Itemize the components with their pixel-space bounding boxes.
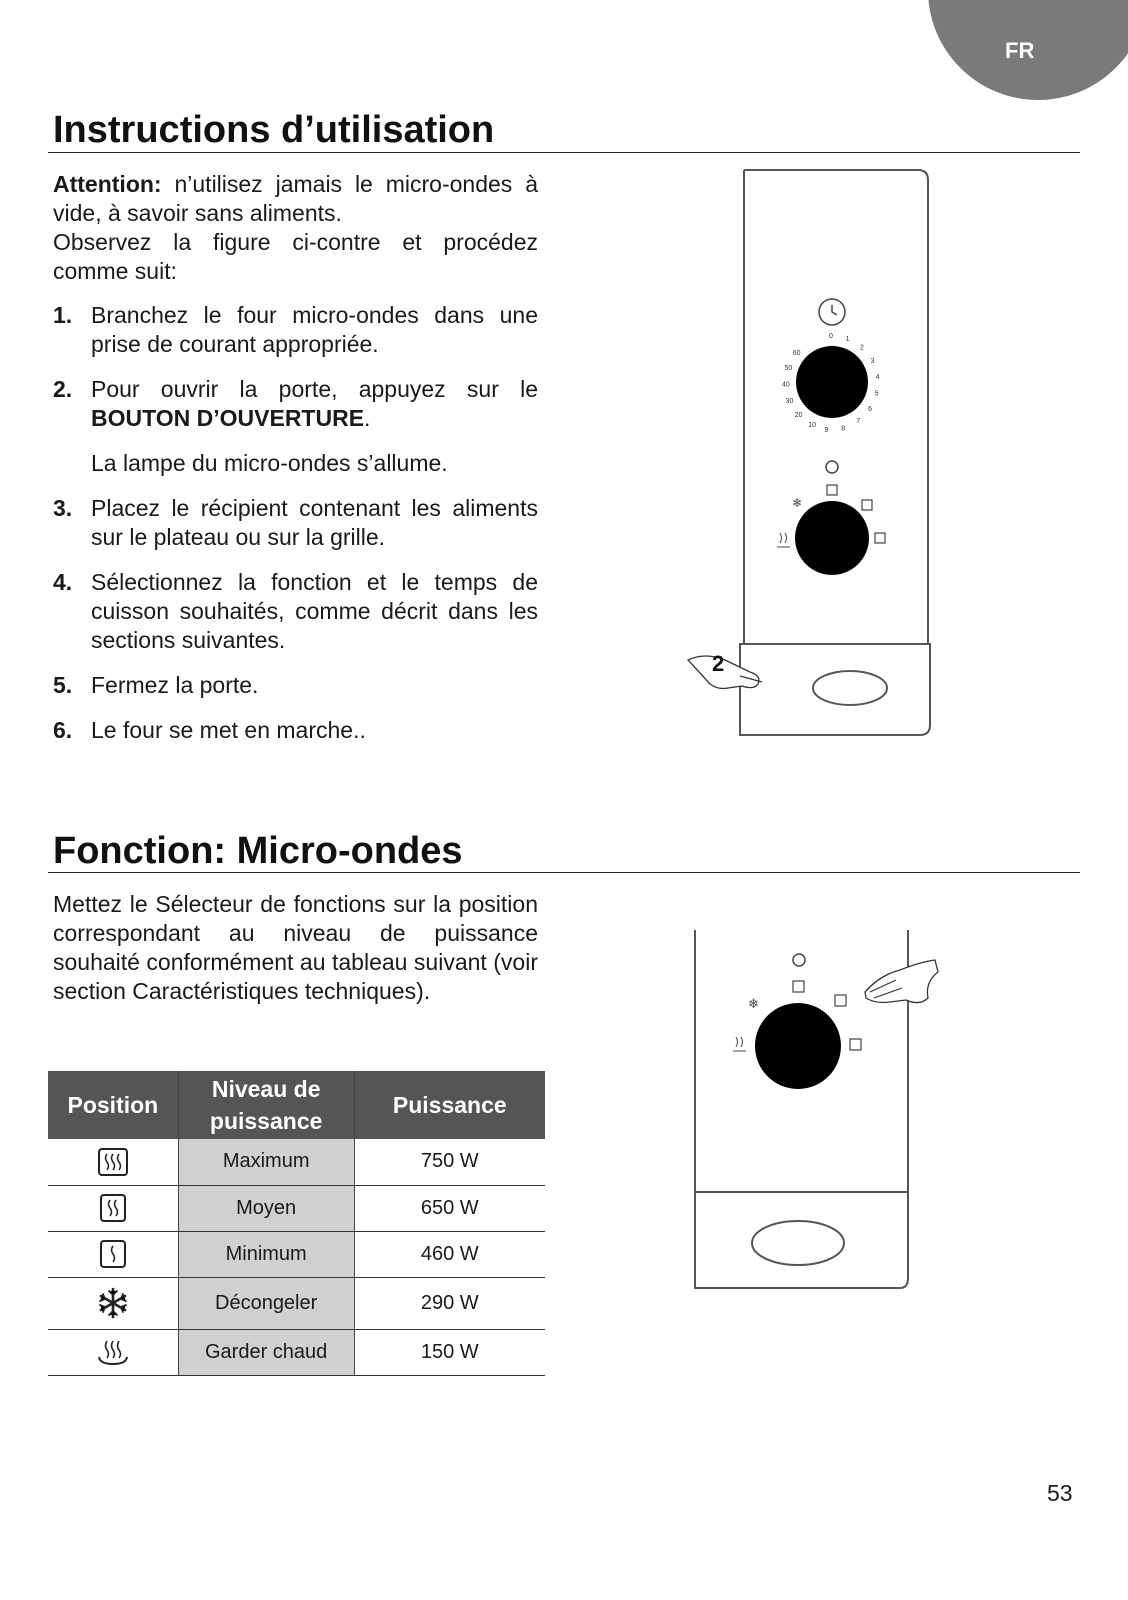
timer-tick-label: 6 (868, 406, 873, 414)
keep-warm-icon (733, 1037, 746, 1051)
attention-text: n’utilisez jamais le micro-ondes à vide, à savoir sans aliments. (53, 171, 538, 226)
keep-warm-icon (96, 1337, 130, 1367)
timer-tick-label: 9 (824, 426, 829, 434)
attention-label: Attention: (53, 171, 162, 197)
timer-knob (782, 299, 880, 434)
power-max-icon (850, 1039, 861, 1050)
pressing-hand-icon (688, 651, 762, 689)
table-row (48, 1231, 545, 1277)
power-medium-icon (862, 500, 872, 510)
steps-list (53, 301, 538, 761)
step-2 (53, 375, 538, 478)
step-number: 2. (53, 376, 73, 402)
step-4 (53, 568, 538, 655)
step-5 (53, 671, 538, 700)
function-selector-figure (680, 920, 960, 1320)
door-button-label: BOUTON D’OUVERTURE (91, 405, 365, 431)
step-6 (53, 716, 538, 745)
language-label: FR (1005, 38, 1035, 63)
microwave-intro: Mettez le Sélecteur de fonctions sur la position correspondant au niveau de puissance souhaité conformément au tableau suivant (voir section Caractéristiques techniques). (53, 891, 538, 1004)
timer-tick-label: 8 (841, 425, 846, 433)
step-note: La lampe du micro-ondes s’allume. (91, 450, 448, 476)
power-cell: 750 W (354, 1139, 545, 1185)
step-number: 1. (53, 302, 73, 328)
power-cell: 150 W (354, 1329, 545, 1375)
timer-tick-label: 5 (874, 390, 879, 398)
microwave-intro-block (53, 890, 538, 1006)
timer-tick-label: 3 (870, 357, 875, 365)
level-cell: Garder chaud (178, 1329, 354, 1375)
step-text: Sélectionnez la fonction et le temps de cuisson souhaités, comme décrit dans les sections suivantes. (91, 569, 538, 653)
defrost-icon: ❄ (748, 996, 759, 1011)
position-cell (48, 1329, 178, 1375)
power-icon (793, 954, 805, 966)
table-row (48, 1277, 545, 1329)
position-cell (48, 1231, 178, 1277)
defrost-snowflake-icon (96, 1286, 130, 1320)
title-rule (48, 152, 1080, 153)
power-min-icon (793, 981, 804, 992)
function-selector-knob (755, 1003, 841, 1089)
level-cell: Maximum (178, 1139, 354, 1185)
power-max-icon (97, 1147, 129, 1177)
section-title-microwave: Fonction: Micro-ondes (53, 830, 463, 872)
keep-warm-icon (777, 533, 790, 547)
step-text: Fermez la porte. (91, 672, 259, 698)
step-text: Le four se met en marche.. (91, 717, 366, 743)
level-cell: Décongeler (178, 1277, 354, 1329)
step-number: 5. (53, 672, 73, 698)
timer-tick-label: 20 (794, 412, 803, 420)
position-cell (48, 1185, 178, 1231)
title-rule (48, 872, 1080, 873)
function-knob (777, 461, 885, 575)
level-cell: Moyen (178, 1185, 354, 1231)
timer-tick-label: 2 (860, 344, 864, 352)
timer-tick-label: 0 (829, 333, 833, 340)
step-number: 6. (53, 717, 73, 743)
timer-tick-label: 4 (875, 373, 880, 381)
table-row (48, 1185, 545, 1231)
step-number: 3. (53, 495, 73, 521)
step-text: Branchez le four micro-ondes dans une prise de courant appropriée. (91, 302, 538, 357)
step-text-end: . (364, 405, 371, 431)
timer-tick-label: 60 (792, 350, 801, 358)
power-max-icon (875, 533, 885, 543)
step-number: 4. (53, 569, 73, 595)
power-cell: 460 W (354, 1231, 545, 1277)
power-min-icon (827, 485, 837, 495)
section-title-instructions: Instructions d’utilisation (53, 109, 495, 151)
pointing-hand-icon (865, 960, 938, 1003)
power-medium-icon (835, 995, 846, 1006)
timer-tick-label: 50 (784, 364, 793, 372)
table-row (48, 1329, 545, 1375)
attention-paragraph (53, 170, 538, 228)
level-cell: Minimum (178, 1231, 354, 1277)
defrost-icon: ❄ (792, 496, 803, 510)
power-icon (826, 461, 838, 473)
step-1 (53, 301, 538, 359)
power-level-table (48, 1071, 545, 1376)
intro-paragraph: Observez la figure ci-contre et procédez comme suit: (53, 229, 538, 284)
timer-tick-label: 1 (845, 336, 850, 343)
power-cell: 290 W (354, 1277, 545, 1329)
table-row (48, 1139, 545, 1185)
power-cell: 650 W (354, 1185, 545, 1231)
table-header-row (48, 1071, 545, 1139)
column-header: Position (48, 1071, 178, 1139)
step-text: Placez le récipient contenant les aliments sur le plateau ou sur la grille. (91, 495, 538, 550)
power-min-icon (97, 1239, 129, 1269)
timer-tick-label: 40 (782, 381, 790, 389)
step-text: Pour ouvrir la porte, appuyez sur le (91, 376, 538, 402)
position-cell (48, 1139, 178, 1185)
control-panel-figure (680, 160, 960, 760)
power-medium-icon (97, 1193, 129, 1223)
column-header: Niveau de puissance (178, 1071, 354, 1139)
timer-tick-label: 10 (808, 422, 816, 430)
callout-number: 2 (712, 651, 725, 676)
timer-tick-label: 30 (785, 398, 794, 405)
position-cell (48, 1277, 178, 1329)
step-3 (53, 494, 538, 552)
attention-block (53, 170, 538, 286)
timer-tick-label: 7 (856, 418, 861, 426)
column-header: Puissance (354, 1071, 545, 1139)
page-number: 53 (1047, 1480, 1073, 1506)
